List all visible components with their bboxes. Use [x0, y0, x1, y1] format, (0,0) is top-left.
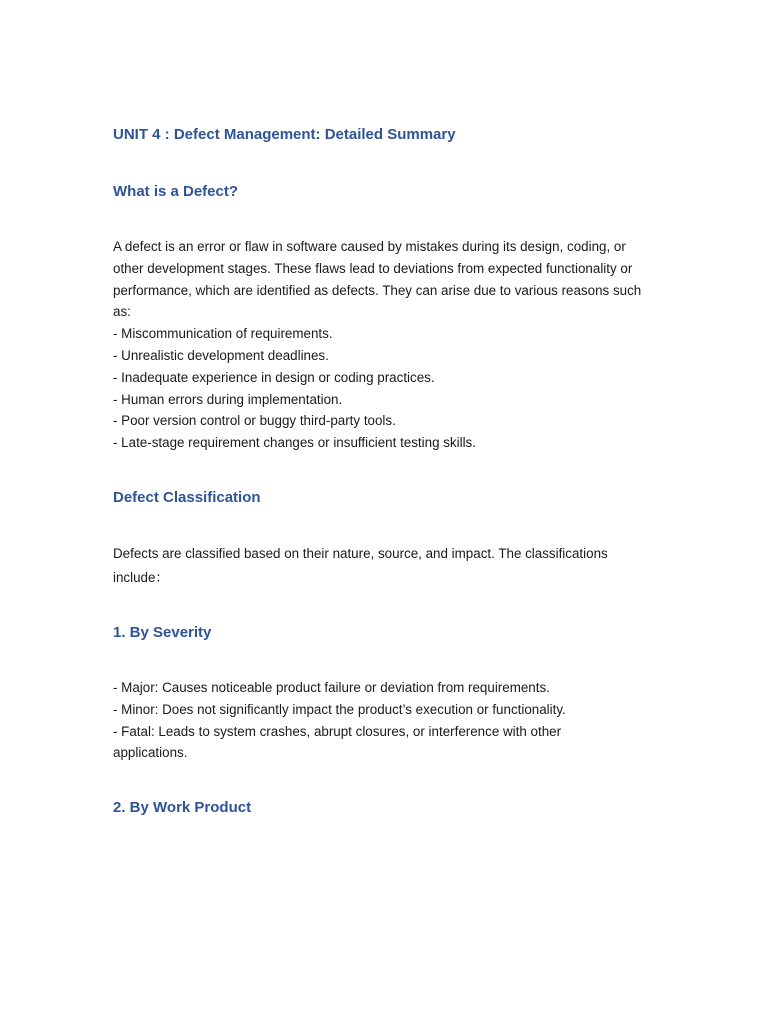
defect-reasons-list	[113, 323, 673, 454]
paragraph-line: performance, which are identified as defects. They can arise due to various reasons such	[113, 282, 642, 298]
list-item: - Unrealistic development deadlines.	[113, 347, 329, 363]
classification-paragraph	[113, 542, 673, 590]
paragraph-line: as:	[113, 304, 131, 320]
severity-list	[113, 677, 673, 764]
list-item: - Fatal: Leads to system crashes, abrupt closures, or interference with other	[113, 723, 562, 739]
paragraph-line: other development stages. These flaws lead to deviations from expected functionality or	[113, 260, 633, 276]
heading-what-is-defect: What is a Defect?	[113, 183, 239, 200]
list-item: - Miscommunication of requirements.	[113, 326, 333, 342]
list-item: - Poor version control or buggy third-party tools.	[113, 413, 396, 429]
list-item: - Major: Causes noticeable product failure or deviation from requirements.	[113, 679, 550, 695]
list-item: - Human errors during implementation.	[113, 391, 343, 407]
document-content	[113, 124, 673, 819]
list-item: applications.	[113, 745, 188, 761]
paragraph-line: include：	[113, 569, 169, 585]
heading-by-work-product: 2. By Work Product	[113, 799, 252, 817]
heading-defect-classification: Defect Classification	[113, 488, 261, 506]
heading-by-severity: 1. By Severity	[113, 623, 212, 641]
list-item: - Late-stage requirement changes or insufficient testing skills.	[113, 435, 476, 451]
paragraph-line: A defect is an error or flaw in software caused by mistakes during its design, coding, or	[113, 239, 626, 254]
list-item: - Inadequate experience in design or coding practices.	[113, 369, 435, 385]
list-item: - Minor: Does not significantly impact the product’s execution or functionality.	[113, 701, 566, 717]
paragraph-line: Defects are classified based on their nature, source, and impact. The classifications	[113, 545, 608, 561]
defect-definition-paragraph	[113, 236, 673, 323]
document-title: UNIT 4 : Defect Management: Detailed Summary	[113, 126, 456, 143]
